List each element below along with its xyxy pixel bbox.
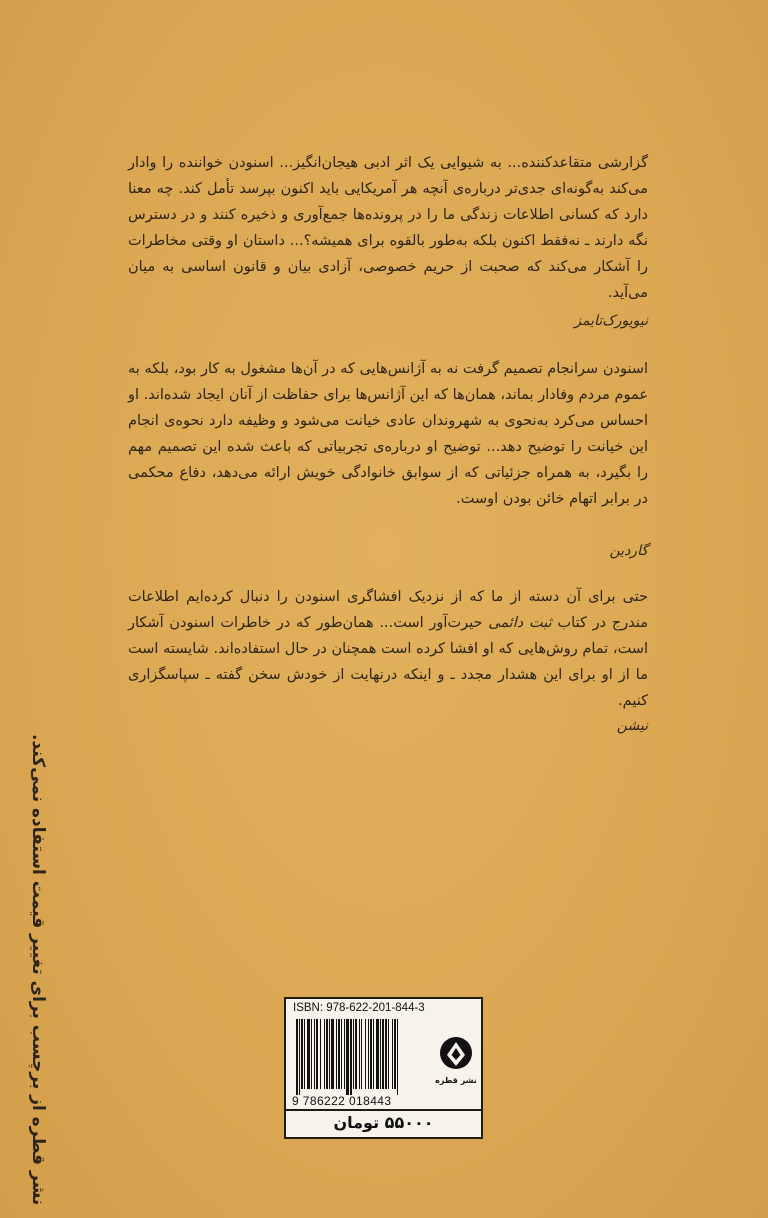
barcode-bar	[359, 1019, 360, 1089]
review-quote-1: گزارشی متقاعدکننده... به شیوایی یک اثر ادبی هیجان‌انگیز... اسنودن خواننده را وادار می‌کند به‌گونه‌ای جدی‌تر درباره‌ی آنچه هر آمریکایی باید اکنون بپرسد تأمل کند. چه معنا دارد که کسانی اطلاعات زندگی ما را در پرونده‌ها جمع‌آوری و ذخیره کنند و در دسترس نگه دارند ـ نه‌فقط اکنون بلکه به‌طور بالقوه برای همیشه؟... داستان او وقتی مخاطرات را آشکار می‌کند که صحبت از حریم خصوصی، آزادی بیان و قانون اساسی به میان می‌آید.	[128, 155, 648, 301]
review-quote-3	[128, 584, 648, 714]
review-quote-3-part-2: حیرت‌آور است... همان‌طور که در خاطرات اسنودن آشکار است، تمام روش‌هایی که او افشا کرده است همچنان در حال استفاده‌اند. شایسته است ما از او برای این هشدار مجدد ـ و اینکه درنهایت از خودش سخن گفته ـ سپاسگزاری کنیم.	[128, 615, 648, 709]
review-quote-3-part-1: حتی برای آن دسته از ما که از نزدیک افشاگری اسنودن را دنبال کرده‌ایم اطلاعات مندرج در کتاب	[128, 589, 649, 631]
barcode-bar	[336, 1019, 337, 1089]
barcode-bar	[368, 1019, 369, 1089]
barcode-bar	[307, 1019, 310, 1089]
barcode-bar	[394, 1019, 396, 1089]
barcode-bar	[382, 1019, 384, 1089]
barcode-bar	[320, 1019, 321, 1089]
barcode-bar	[365, 1019, 366, 1089]
barcode-bar	[311, 1019, 312, 1089]
barcode-bar	[392, 1019, 393, 1089]
barcode-icon	[296, 1019, 434, 1095]
barcode-bar	[299, 1019, 300, 1095]
review-source-2: گاردین	[609, 543, 648, 559]
barcode-bar	[346, 1019, 349, 1095]
barcode-bar	[350, 1019, 352, 1095]
barcode-bar	[353, 1019, 354, 1089]
barcode-bar	[397, 1019, 398, 1095]
barcode-bar	[373, 1019, 374, 1089]
barcode-bar	[388, 1019, 389, 1089]
review-source-3: نیشن	[616, 718, 648, 734]
price-divider	[286, 1109, 481, 1111]
barcode-price-box	[284, 997, 483, 1139]
barcode-bar	[316, 1019, 318, 1089]
barcode-bar	[324, 1019, 325, 1089]
barcode-bar	[361, 1019, 362, 1089]
publisher-logo-text: نشر قطره	[435, 1076, 477, 1085]
barcode-bar	[376, 1019, 379, 1089]
barcode-bar	[301, 1019, 303, 1089]
barcode-bar	[338, 1019, 340, 1089]
price-label: ۵۵۰۰۰ تومان	[333, 1113, 434, 1132]
barcode-bar	[341, 1019, 342, 1089]
barcode-bar	[296, 1019, 298, 1095]
barcode-digits: 9 786222 018443	[292, 1094, 392, 1108]
review-quote-2: اسنودن سرانجام تصمیم گرفت نه به آژانس‌هایی که در آن‌ها مشغول به کار بود، بلکه به عموم مردم وفادار بماند، همان‌ها که این آژانس‌ها برای حفاظت از آنان ایجاد شده‌اند. او احساس می‌کرد به‌نحوی به شهروندان عادی خیانت می‌شود و وظیفه دارد نحوه‌ی انجام این خیانت را توضیح دهد... توضیح او درباره‌ی تجربیاتی که باعث شده این تصمیم مهم را بگیرد، به همراه جزئیاتی که از سوابق خانوادگی خویش ارائه می‌دهد، دفاع محکمی در برابر اتهام خائن بودن اوست.	[128, 361, 648, 507]
review-source-1: نیویورک‌تایمز	[574, 313, 648, 329]
publisher-logo-icon	[434, 1031, 478, 1091]
barcode-bar	[355, 1019, 357, 1089]
price-label-notice: نشر قطره از برچسب برای تغییر قیمت استفاده نمی‌کند.	[28, 733, 48, 1205]
barcode-bar	[304, 1019, 305, 1089]
isbn-label: ISBN: 978-622-201-844-3	[293, 1002, 425, 1014]
barcode-bar	[380, 1019, 381, 1089]
barcode-bar	[326, 1019, 328, 1089]
barcode-bar	[329, 1019, 330, 1089]
barcode-bar	[331, 1019, 334, 1089]
book-title-italic: ثبت دائمی	[488, 615, 552, 631]
barcode-bar	[370, 1019, 372, 1089]
barcode-bar	[314, 1019, 315, 1089]
barcode-bar	[385, 1019, 387, 1089]
barcode-bar	[344, 1019, 345, 1089]
